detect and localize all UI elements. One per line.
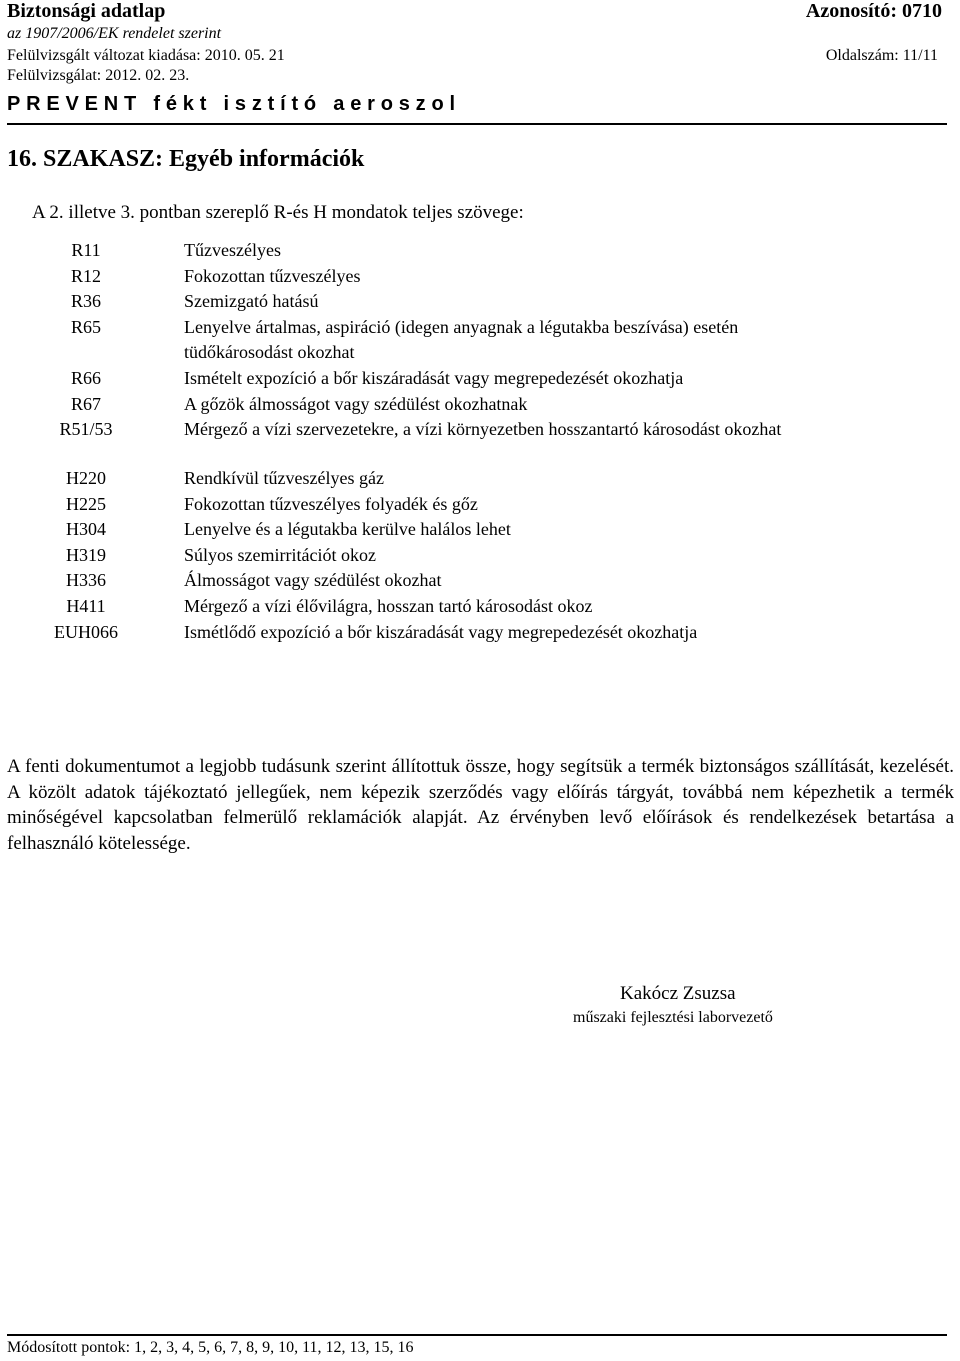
modified-points-footer: Módosított pontok: 1, 2, 3, 4, 5, 6, 7, 8, 9, 10, 11, 12, 13, 15, 16	[7, 1339, 414, 1356]
document-title: Biztonsági adatlap	[7, 0, 166, 22]
signatory-name: Kakócz Zsuzsa	[620, 983, 736, 1004]
h-phrase-texts	[184, 466, 944, 645]
regulation-reference: az 1907/2006/EK rendelet szerint	[7, 25, 222, 42]
h-phrase-text: Mérgező a vízi élővilágra, hosszan tartó károsodást okoz	[184, 595, 593, 616]
h-phrase-codes	[20, 466, 152, 645]
page-number: Oldalszám: 11/11	[825, 47, 938, 64]
h-phrase-code: H411	[66, 595, 106, 616]
h-phrase-text: Ismétlődő expozíció a bőr kiszáradását vagy megrepedezését okozhatja	[184, 621, 698, 642]
section-intro: A 2. illetve 3. pontban szereplő R-és H mondatok teljes szövege:	[32, 202, 524, 223]
r-phrase-code: R12	[70, 265, 101, 286]
h-phrase-text: Álmosságot vagy szédülést okozhat	[184, 570, 442, 591]
h-phrase-text: Lenyelve és a légutakba kerülve halálos lehet	[184, 519, 511, 540]
h-phrase-text: Fokozottan tűzveszélyes folyadék és gőz	[184, 493, 478, 514]
r-phrase-text: Lenyelve ártalmas, aspiráció (idegen anyagnak a légutakba beszívása) esetén	[184, 316, 739, 337]
h-phrase-code: H319	[66, 544, 106, 565]
r-phrase-code: R11	[71, 240, 101, 260]
revised-edition-date: Felülvizsgált változat kiadása: 2010. 05. 21	[7, 47, 285, 64]
h-phrase-code: H220	[66, 468, 106, 488]
h-phrase-text: Súlyos szemirritációt okoz	[184, 544, 376, 565]
r-phrase-texts	[184, 238, 944, 443]
footer-divider	[7, 1334, 947, 1336]
review-date: Felülvizsgálat: 2012. 02. 23.	[7, 67, 190, 84]
h-phrase-code: H304	[66, 519, 106, 540]
r-phrase-text: Ismételt expozíció a bőr kiszáradását vagy megrepedezését okozhatja	[184, 367, 684, 388]
h-phrase-text: Rendkívül tűzveszélyes gáz	[184, 468, 384, 488]
h-phrase-code: EUH066	[54, 621, 118, 642]
disclaimer-paragraph: A fenti dokumentumot a legjobb tudásunk szerint állítottuk össze, hogy segítsük a termék biztonságos szállítását, kezelését. A közölt adatok tájékoztató jellegűek, nem képezik szerződés vagy előírás tárgyát, továbbá nem képezhetik a termék minőségével kapcsolatban felmerülő reklamációk alapját. Az érvényben levő előírások és rendelkezések betartása a felhasználó kötelessége.	[7, 756, 954, 854]
r-phrase-text: Szemizgató hatású	[184, 291, 319, 312]
r-phrase-code: R51/53	[59, 419, 113, 440]
r-phrase-code: R36	[70, 291, 101, 312]
r-phrase-text: Tűzveszélyes	[184, 240, 281, 260]
r-phrase-text: Fokozottan tűzveszélyes	[184, 265, 361, 286]
r-phrase-text: Mérgező a vízi szervezetekre, a vízi környezetben hosszantartó károsodást okozhat	[184, 419, 782, 440]
signatory-role: műszaki fejlesztési laborvezető	[573, 1009, 773, 1026]
document-identifier: Azonosító: 0710	[805, 0, 942, 22]
section-title: 16. SZAKASZ: Egyéb információk	[7, 146, 365, 172]
h-phrase-code: H225	[66, 493, 106, 514]
r-phrase-codes	[20, 238, 152, 443]
header-divider	[7, 123, 947, 125]
r-phrase-text-continued: tüdőkárosodást okozhat	[184, 342, 355, 363]
r-phrase-code: R65	[70, 316, 101, 337]
product-name: PREVENT fékt isztító aeroszol	[7, 93, 461, 115]
r-phrase-text: A gőzök álmosságot vagy szédülést okozhatnak	[184, 393, 528, 414]
r-phrase-code: R66	[70, 367, 101, 388]
h-phrase-code: H336	[66, 570, 106, 591]
r-phrase-code: R67	[70, 393, 101, 414]
